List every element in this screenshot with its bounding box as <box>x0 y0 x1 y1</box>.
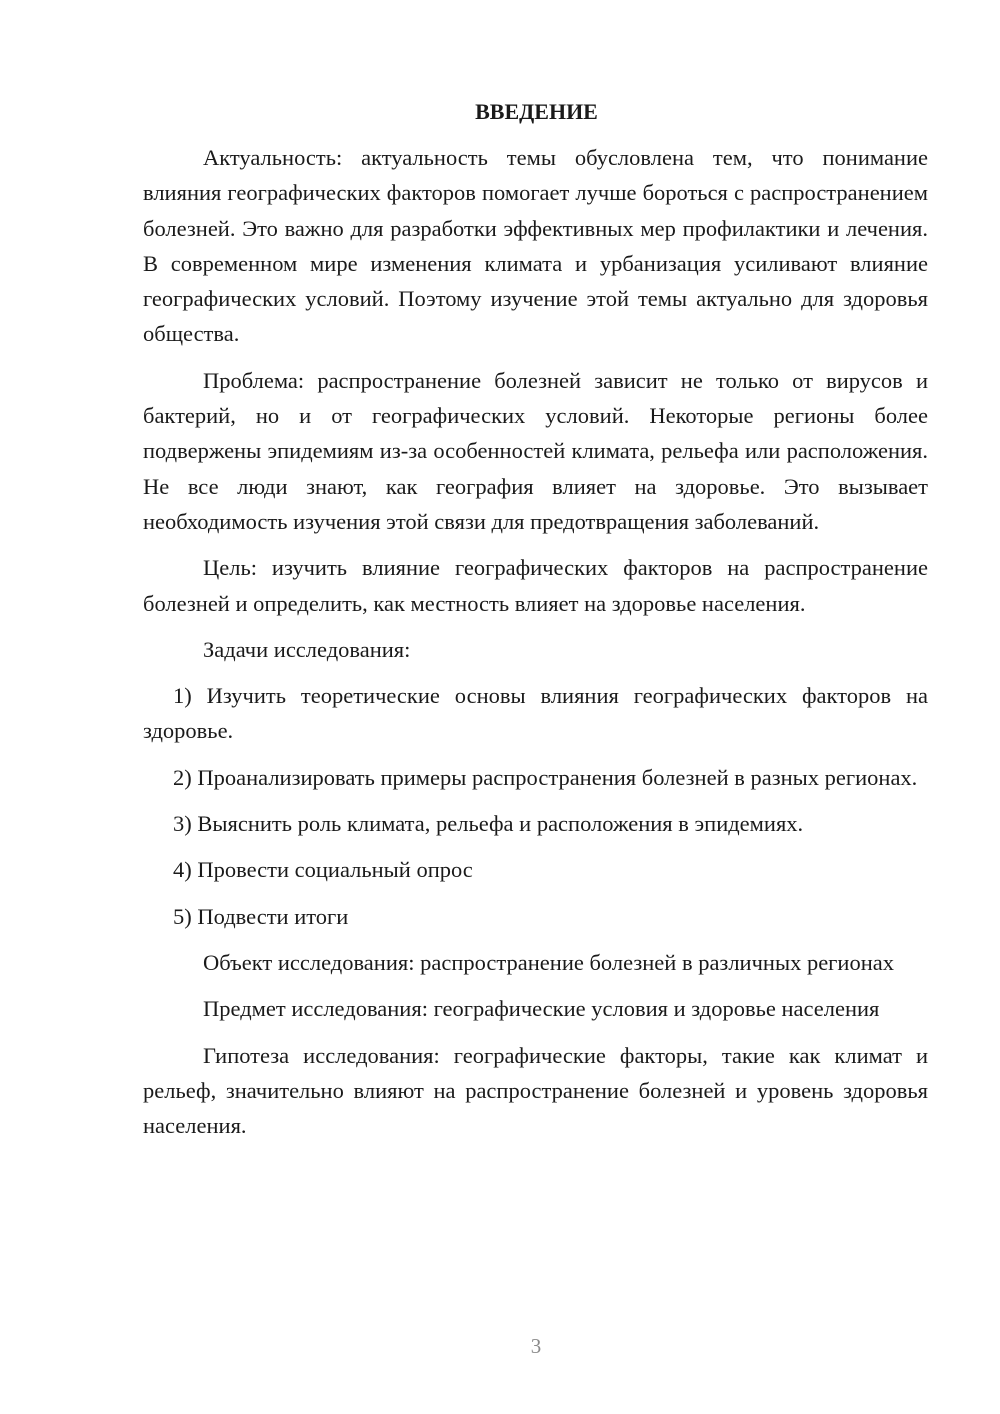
page-title: ВВЕДЕНИЕ <box>475 99 598 124</box>
list-item-task-2: 2) Проанализировать примеры распространения болезней в разных регионах. <box>173 764 918 790</box>
page-number: 3 <box>530 1334 542 1358</box>
paragraph-problem: Проблема: распространение болезней зависит не только от вирусов и бактерий, но и от географических условий. Некоторые регионы более подвержены эпидемиям из-за особенностей климата, рельефа или расположения. Не все люди знают, как география влияет на здоровье. Это вызывает необходимость изучения этой связи для предотвращения заболеваний. <box>143 367 928 534</box>
paragraph-relevance: Актуальность: актуальность темы обусловлена тем, что понимание влияния географических факторов помогает лучше бороться с распространением болезней. Это важно для разработки эффективных мер профилактики и лечения. В современном мире изменения климата и урбанизация усиливают влияние географических условий. Поэтому изучение этой темы актуально для здоровья общества. <box>143 145 928 347</box>
paragraph-goal: Цель: изучить влияние географических факторов на распространение болезней и определить, как местность влияет на здоровье населения. <box>143 555 928 616</box>
tasks-heading: Задачи исследования: <box>203 636 411 662</box>
paragraph-hypothesis: Гипотеза исследования: географические факторы, такие как климат и рельеф, значительно влияют на распространение болезней и уровень здоровья населения. <box>143 1042 928 1139</box>
paragraph-subject: Предмет исследования: географические условия и здоровье населения <box>203 996 880 1022</box>
list-item-task-3: 3) Выяснить роль климата, рельефа и расположения в эпидемиях. <box>173 811 804 837</box>
list-item-task-4: 4) Провести социальный опрос <box>173 857 473 883</box>
document-page <box>143 94 928 1143</box>
paragraph-object: Объект исследования: распространение болезней в различных регионах <box>203 949 894 975</box>
list-item-task-5: 5) Подвести итоги <box>173 903 349 929</box>
list-item-task-1: 1) Изучить теоретические основы влияния географических факторов на здоровье. <box>143 683 928 744</box>
